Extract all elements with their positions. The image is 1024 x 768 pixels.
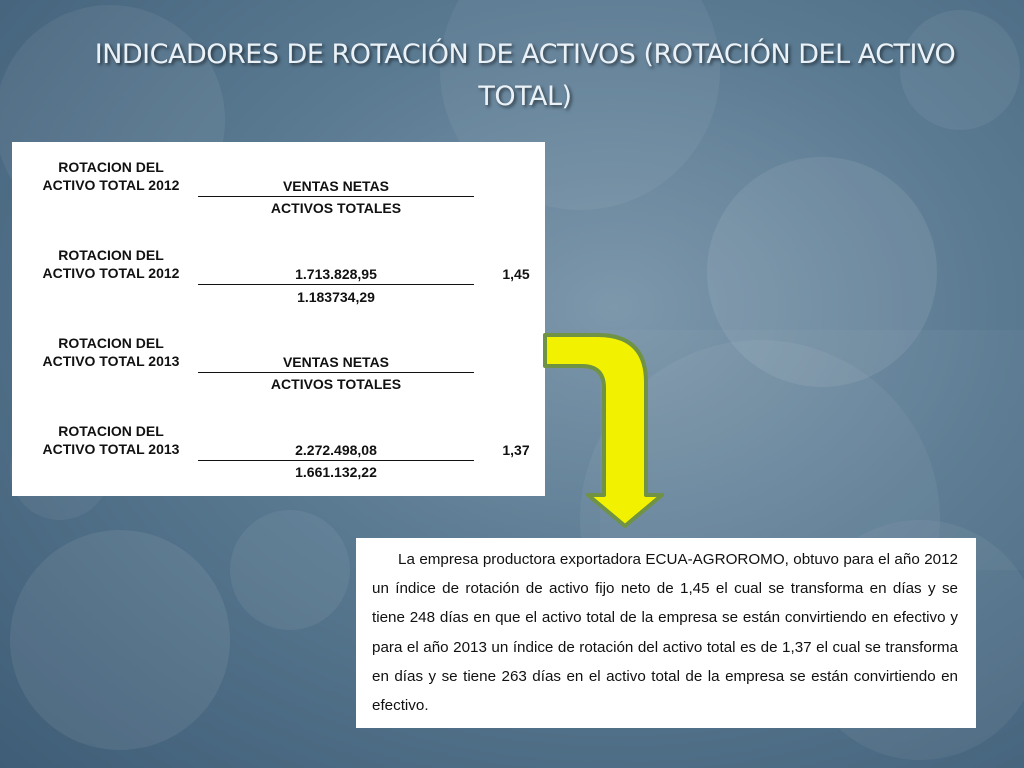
row-label-line1: ROTACION DEL — [58, 423, 164, 439]
fraction-denominator: ACTIVOS TOTALES — [270, 376, 402, 392]
row-label — [26, 422, 196, 458]
fraction-numerator: 1.713.828,95 — [198, 265, 474, 285]
rotation-table-panel — [12, 142, 545, 496]
explanation-paragraph: La empresa productora exportadora ECUA-AGROROMO, obtuvo para el año 2012 un índice de rotación de activo fijo neto de 1,45 el cual se transforma en días y se tiene 248 días en que el activo total de la empresa se están convirtiendo en efectivo y para el año 2013 un índice de rotación del activo total es de 1,37 el cual se transforma en días y se tiene 263 días en el activo total de la empresa se están convirtiendo en efectivo. — [372, 551, 958, 715]
row-label-line2: ACTIVO TOTAL 2013 — [42, 353, 180, 369]
row-label-line2: ACTIVO TOTAL 2012 — [42, 177, 180, 193]
fraction-numerator: VENTAS NETAS — [198, 177, 474, 197]
explanation-panel — [356, 538, 976, 728]
slide-title: INDICADORES DE ROTACIÓN DE ACTIVOS (ROTACIÓN DEL ACTIVO TOTAL) — [94, 39, 956, 112]
row-label-line1: ROTACION DEL — [58, 247, 164, 263]
row-label — [26, 246, 196, 282]
row-label-line2: ACTIVO TOTAL 2012 — [42, 265, 180, 281]
row-label — [26, 158, 196, 194]
fraction-denominator: 1.183734,29 — [297, 289, 375, 305]
row-label — [26, 334, 196, 370]
ratio-result: 1,45 — [502, 266, 530, 282]
ratio-result: 1,37 — [502, 442, 530, 458]
row-label-line1: ROTACION DEL — [58, 335, 164, 351]
fraction-denominator: ACTIVOS TOTALES — [270, 200, 402, 216]
row-label-line1: ROTACION DEL — [58, 159, 164, 175]
bent-arrow-down-icon — [540, 330, 670, 530]
fraction-denominator: 1.661.132,22 — [295, 464, 377, 480]
row-label-line2: ACTIVO TOTAL 2013 — [42, 441, 180, 457]
fraction-numerator: 2.272.498,08 — [198, 441, 474, 461]
fraction-numerator: VENTAS NETAS — [198, 353, 474, 373]
